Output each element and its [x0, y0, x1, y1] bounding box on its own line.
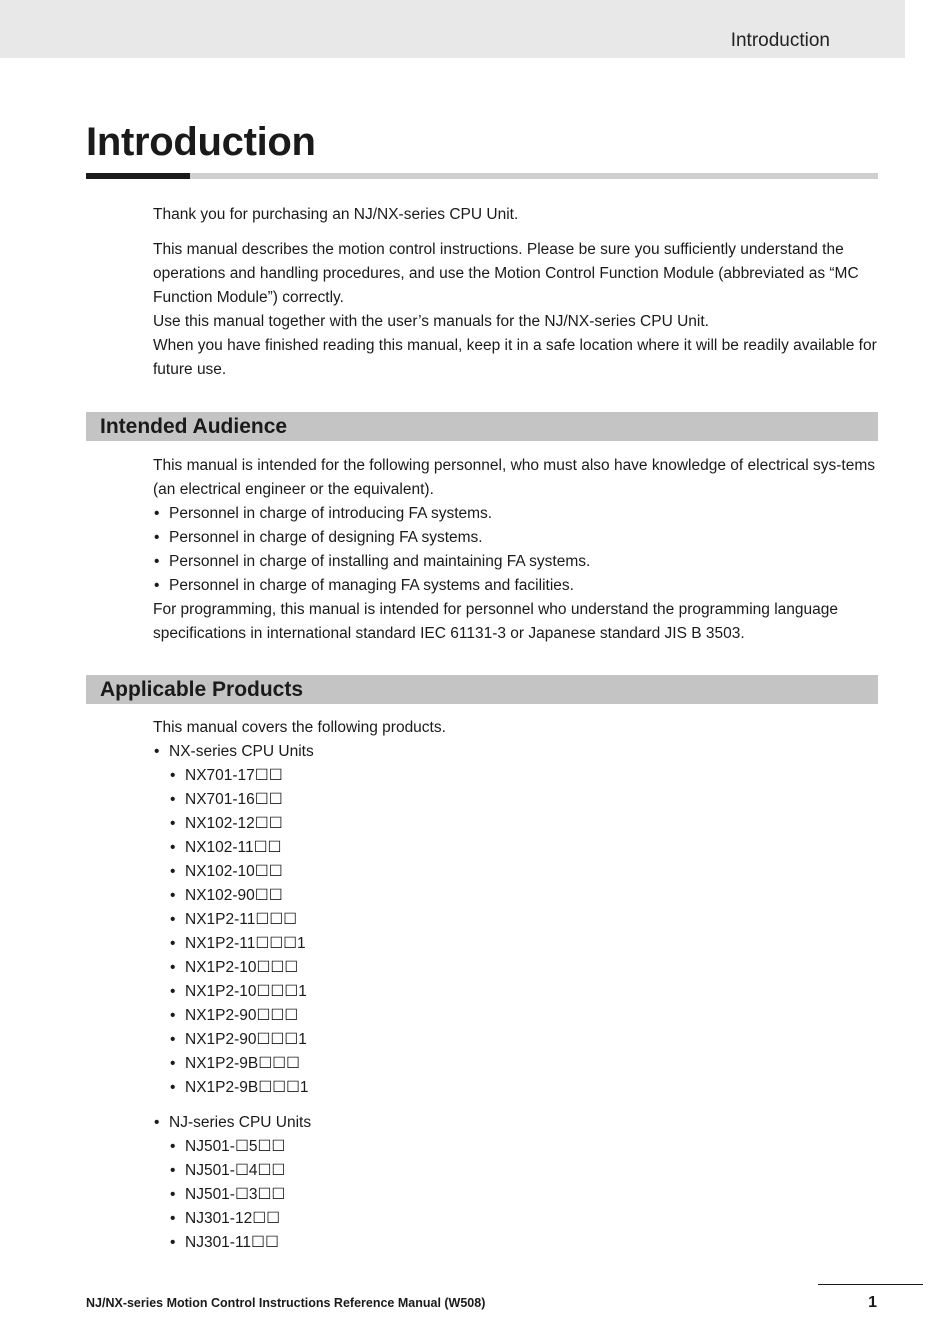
product-family-nj — [153, 1111, 883, 1255]
model-item: • NX1P2-10☐☐☐ — [169, 956, 883, 980]
footer-rule — [818, 1284, 923, 1285]
model-item: • NX1P2-10☐☐☐1 — [169, 980, 883, 1004]
audience-lead: This manual is intended for the following personnel, who must also have knowledge of electrical sys-tems (an electrical engineer or the equivalent). — [153, 457, 875, 498]
model-item: • NX1P2-11☐☐☐ — [169, 908, 883, 932]
list-item: • Personnel in charge of installing and maintaining FA systems. — [153, 550, 883, 574]
audience-closing: For programming, this manual is intended for personnel who understand the programming language specifications in international standard IEC 61131-3 or Japanese standard JIS B 3503. — [153, 601, 838, 642]
model-item: • NX701-17☐☐ — [169, 764, 883, 788]
nj-series-group — [153, 1111, 883, 1255]
nj-model-list — [169, 1135, 883, 1255]
model-item: • NJ501-☐5☐☐ — [169, 1135, 883, 1159]
intro-paragraph: Use this manual together with the user’s manuals for the NJ/NX-series CPU Unit. — [153, 313, 709, 330]
footer-manual-title: NJ/NX-series Motion Control Instructions Reference Manual (W508) — [86, 1296, 486, 1310]
list-item: • Personnel in charge of introducing FA systems. — [153, 502, 883, 526]
page-number: 1 — [868, 1294, 877, 1311]
model-item: • NJ501-☐4☐☐ — [169, 1159, 883, 1183]
title-underline — [86, 173, 878, 179]
intro-paragraph: When you have finished reading this manual, keep it in a safe location where it will be readily available for future use. — [153, 337, 877, 378]
model-item: • NJ301-11☐☐ — [169, 1231, 883, 1255]
model-item: • NX1P2-9B☐☐☐1 — [169, 1076, 883, 1100]
product-family-label: NX-series CPU Units — [169, 743, 314, 760]
product-family-label: NJ-series CPU Units — [169, 1114, 312, 1131]
section-heading-bar — [86, 412, 878, 441]
section-heading-bar — [86, 675, 878, 704]
product-family-nx — [153, 740, 883, 1100]
model-item: • NX102-90☐☐ — [169, 884, 883, 908]
model-item: • NJ301-12☐☐ — [169, 1207, 883, 1231]
list-item: • Personnel in charge of designing FA systems. — [153, 526, 883, 550]
intro-paragraph: Thank you for purchasing an NJ/NX-series CPU Unit. — [153, 206, 519, 223]
model-item: • NX701-16☐☐ — [169, 788, 883, 812]
running-header-title: Introduction — [730, 30, 830, 51]
model-item: • NX102-12☐☐ — [169, 812, 883, 836]
model-item: • NX102-10☐☐ — [169, 860, 883, 884]
intro-section — [153, 203, 883, 382]
model-item: • NX1P2-90☐☐☐ — [169, 1004, 883, 1028]
model-item: • NX102-11☐☐ — [169, 836, 883, 860]
model-item: • NX1P2-90☐☐☐1 — [169, 1028, 883, 1052]
title-underline-accent — [86, 173, 190, 179]
section-heading-intended-audience: Intended Audience — [100, 415, 288, 438]
audience-section — [153, 454, 883, 646]
page-title: Introduction — [86, 120, 316, 164]
running-header — [0, 0, 905, 58]
model-item: • NX1P2-11☐☐☐1 — [169, 932, 883, 956]
intro-paragraph: This manual describes the motion control instructions. Please be sure you sufficiently understand the operations and handling procedures, and use the Motion Control Function Module (abbreviated as “MC Function Module”) correctly. — [153, 241, 859, 306]
products-section — [153, 716, 883, 1255]
list-item: • Personnel in charge of managing FA systems and facilities. — [153, 574, 883, 598]
section-heading-applicable-products: Applicable Products — [100, 678, 304, 701]
nx-model-list — [169, 764, 883, 1100]
nx-series-group — [153, 740, 883, 1100]
model-item: • NX1P2-9B☐☐☐ — [169, 1052, 883, 1076]
audience-list — [153, 502, 883, 598]
products-lead: This manual covers the following products. — [153, 719, 446, 736]
model-item: • NJ501-☐3☐☐ — [169, 1183, 883, 1207]
